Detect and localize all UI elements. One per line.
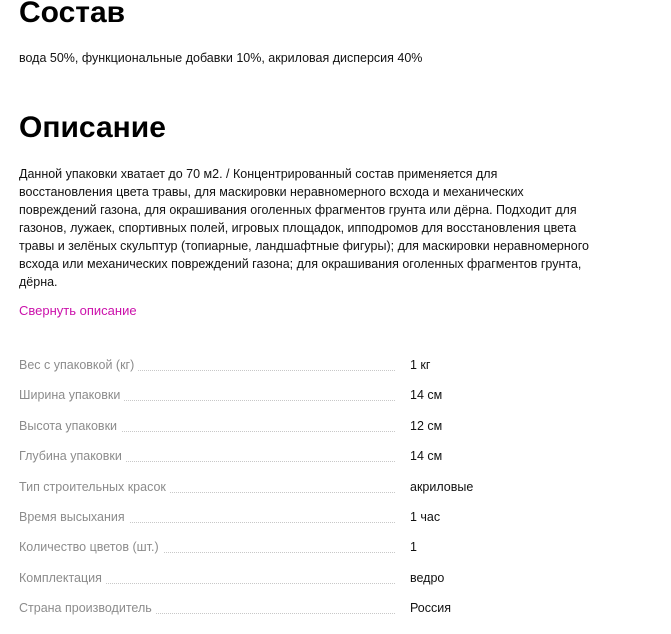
- spec-value: 1: [410, 540, 417, 555]
- spec-label: Глубина упаковки: [19, 449, 126, 463]
- spec-row-package-contents: [19, 569, 639, 599]
- spec-label: Высота упаковки: [19, 419, 121, 433]
- spec-value: 1 кг: [410, 358, 431, 372]
- spec-label: Количество цветов (шт.): [19, 540, 163, 554]
- description-line: всхода или механических повреждений газона; для окрашивания оголенных фрагментов грунта,: [19, 257, 582, 271]
- spec-row-height: [19, 417, 639, 447]
- spec-label: Тип строительных красок: [19, 480, 170, 494]
- spec-label: Комплектация: [19, 571, 106, 585]
- spec-row-colors-count: [19, 538, 639, 568]
- spec-row-drying-time: [19, 508, 639, 538]
- description-line: восстановления цвета травы, для маскировки неравномерного всхода и механических: [19, 185, 524, 199]
- spec-value: 12 см: [410, 418, 443, 433]
- spec-value: акриловые: [410, 479, 474, 494]
- spec-row-paint-type: [19, 478, 639, 508]
- spec-value: 14 см: [410, 388, 443, 403]
- spec-value: Россия: [410, 601, 451, 616]
- description-line: травы и зелёных скульптур (топиарные, ландшафтные фигуры); для маскировки неравномерного: [19, 239, 589, 253]
- spec-label: Вес с упаковкой (кг): [19, 358, 138, 372]
- spec-row-weight: [19, 356, 639, 386]
- spec-value: 14 см: [410, 449, 443, 464]
- spec-row-width: [19, 386, 639, 416]
- description-line: дёрна.: [19, 275, 58, 289]
- spec-value: ведро: [410, 570, 445, 585]
- collapse-description-link[interactable]: Свернуть описание: [19, 303, 137, 318]
- spec-value: 1 час: [410, 509, 441, 524]
- description-text: [19, 165, 659, 291]
- description-line: Данной упаковки хватает до 70 м2. / Концентрированный состав применяется для: [19, 167, 498, 181]
- description-heading: Описание: [19, 111, 166, 144]
- specs-table: [19, 356, 639, 630]
- description-line: газонов, лужаек, спортивных полей, игровых площадок, ипподромов для восстановления цвета: [19, 221, 577, 235]
- spec-row-depth: [19, 447, 639, 477]
- spec-row-country: [19, 599, 639, 629]
- spec-label: Страна производитель: [19, 601, 156, 615]
- composition-text: вода 50%, функциональные добавки 10%, акриловая дисперсия 40%: [19, 51, 423, 65]
- description-line: повреждений газона, для окрашивания оголенных фрагментов грунта или дёрна. Подходит для: [19, 203, 577, 217]
- spec-label: Время высыхания: [19, 510, 129, 524]
- spec-label: Ширина упаковки: [19, 388, 124, 402]
- composition-heading: Состав: [19, 0, 126, 29]
